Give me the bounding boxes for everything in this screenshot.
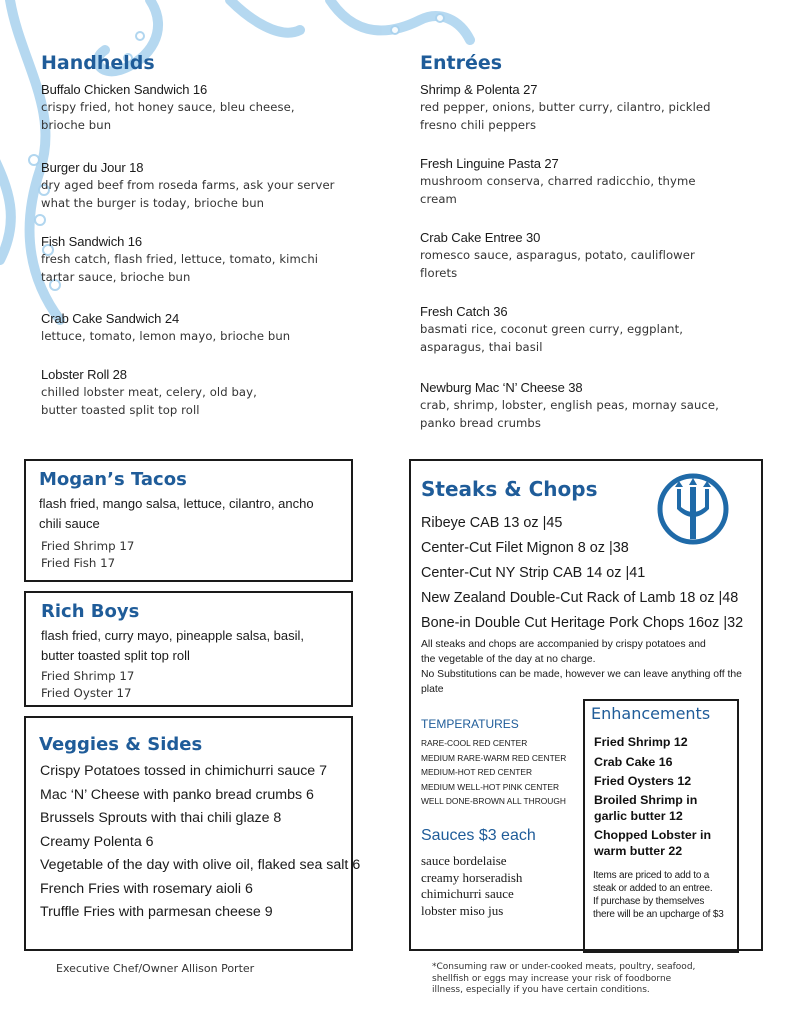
item-desc: tartar sauce, brioche bun	[41, 270, 191, 284]
richboys-desc-line: butter toasted split top roll	[41, 648, 190, 663]
veggies-title: Veggies & Sides	[39, 734, 203, 755]
enhancements-list	[594, 733, 711, 860]
list-item: WELL DONE-BROWN ALL THROUGH	[421, 796, 566, 807]
list-item: Fried Oysters 12	[594, 774, 692, 788]
consumption-warning	[432, 962, 772, 997]
item-name: Burger du Jour 18	[41, 160, 144, 175]
steaks-note-line: No Substitutions can be made, however we can leave anything off the plate	[421, 669, 742, 695]
enhancements-box	[583, 699, 739, 953]
menu-item	[41, 366, 257, 419]
item-desc: butter toasted split top roll	[41, 403, 200, 417]
menu-item	[41, 159, 335, 212]
steaks-box	[409, 459, 763, 951]
steaks-note-line: All steaks and chops are accompanied by crispy potatoes and	[421, 639, 706, 650]
richboys-option: Fried Oyster 17	[41, 686, 132, 700]
menu-item	[420, 81, 711, 134]
enh-note-line: If purchase by themselves	[593, 896, 705, 907]
item-name: Crab Cake Sandwich 24	[41, 311, 180, 326]
item-desc: fresh catch, flash fried, lettuce, tomato, kimchi	[41, 252, 319, 266]
item-desc: crab, shrimp, lobster, english peas, mornay sauce,	[420, 398, 719, 412]
menu-item	[420, 229, 695, 282]
item-name: Fish Sandwich 16	[41, 234, 143, 249]
warning-line: shellfish or eggs may increase your risk of foodborne	[432, 973, 672, 984]
tacos-desc-line: chili sauce	[39, 516, 100, 531]
item-name: Fresh Linguine Pasta 27	[420, 156, 559, 171]
steaks-list	[421, 511, 743, 636]
warning-line: illness, especially if you have certain conditions.	[432, 985, 650, 995]
menu-item	[41, 310, 290, 345]
list-item: lobster miso jus	[421, 902, 504, 918]
veggies-list	[40, 760, 360, 925]
veggies-box	[24, 716, 361, 951]
item-desc: romesco sauce, asparagus, potato, cauliflower	[420, 248, 695, 262]
list-item: New Zealand Double-Cut Rack of Lamb 18 oz |48	[421, 590, 739, 606]
enh-note-line: steak or added to an entree.	[593, 883, 713, 894]
item-desc: lettuce, tomato, lemon mayo, brioche bun	[41, 329, 291, 343]
richboys-desc-line: flash fried, curry mayo, pineapple salsa, basil,	[41, 628, 305, 643]
list-item: MEDIUM WELL-HOT PINK CENTER	[421, 781, 560, 792]
sauces-list	[421, 853, 522, 919]
list-item: Center-Cut NY Strip CAB 14 oz |41	[421, 565, 646, 581]
menu-item	[41, 81, 295, 134]
enh-line: Broiled Shrimp in	[594, 792, 698, 807]
item-desc: basmati rice, coconut green curry, eggplant,	[420, 322, 684, 336]
tacos-option: Fried Shrimp 17	[41, 539, 135, 553]
list-item: Truffle Fries with parmesan cheese 9	[40, 904, 273, 920]
tacos-box	[24, 459, 353, 582]
list-item: Bone-in Double Cut Heritage Pork Chops 16oz |32	[421, 615, 744, 631]
list-item: Crab Cake 16	[594, 754, 673, 769]
handhelds-title: Handhelds	[41, 52, 155, 74]
item-desc: panko bread crumbs	[420, 416, 542, 430]
list-item: Brussels Sprouts with thai chili glaze 8	[40, 810, 282, 826]
menu-item	[420, 303, 683, 356]
tacos-option: Fried Fish 17	[41, 556, 116, 570]
item-desc: what the burger is today, brioche bun	[41, 196, 265, 210]
steaks-note	[421, 637, 761, 697]
enhancements-title: Enhancements	[591, 704, 711, 723]
list-item: Crispy Potatoes tossed in chimichurri sauce 7	[40, 763, 328, 779]
steaks-note-line: the vegetable of the day at no charge.	[421, 654, 596, 665]
item-desc: fresno chili peppers	[420, 118, 537, 132]
item-name: Crab Cake Entree 30	[420, 230, 541, 245]
enh-note-line: Items are priced to add to a	[593, 870, 710, 881]
list-item: sauce bordelaise	[421, 853, 507, 868]
richboys-desc	[41, 626, 304, 666]
sauces-title: Sauces $3 each	[421, 827, 536, 844]
steaks-title: Steaks & Chops	[421, 477, 598, 501]
item-desc: red pepper, onions, butter curry, cilantro, pickled	[420, 100, 711, 114]
tacos-desc-line: flash fried, mango salsa, lettuce, cilantro, ancho	[39, 496, 314, 511]
item-name: Fresh Catch 36	[420, 304, 508, 319]
list-item: Center-Cut Filet Mignon 8 oz |38	[421, 540, 629, 556]
item-desc: crispy fried, hot honey sauce, bleu cheese,	[41, 100, 295, 114]
menu-item	[420, 155, 696, 208]
item-desc: mushroom conserva, charred radicchio, thyme	[420, 174, 696, 188]
richboys-box	[24, 591, 353, 707]
temperatures-title: TEMPERATURES	[421, 717, 519, 731]
list-item: Ribeye CAB 13 oz |45	[421, 515, 563, 531]
chef-credit: Executive Chef/Owner Allison Porter	[56, 962, 255, 975]
list-item: chimichurri sauce	[421, 886, 514, 901]
enh-line: warm butter 22	[594, 843, 683, 858]
item-desc: dry aged beef from roseda farms, ask your server	[41, 178, 335, 192]
menu-item	[420, 379, 719, 432]
tacos-title: Mogan’s Tacos	[39, 469, 187, 490]
list-item	[594, 827, 711, 859]
tacos-options	[41, 538, 134, 572]
list-item: French Fries with rosemary aioli 6	[40, 880, 253, 897]
item-desc: brioche bun	[41, 118, 112, 132]
item-desc: chilled lobster meat, celery, old bay,	[41, 385, 257, 399]
list-item: Creamy Polenta 6	[40, 833, 154, 850]
enh-line: garlic butter 12	[594, 808, 683, 823]
list-item: Mac ‘N’ Cheese with panko bread crumbs 6	[40, 786, 314, 803]
menu-item	[41, 233, 318, 286]
item-name: Shrimp & Polenta 27	[420, 82, 538, 97]
warning-line: *Consuming raw or under-cooked meats, poultry, seafood,	[432, 962, 696, 972]
list-item: creamy horseradish	[421, 869, 523, 885]
item-desc: florets	[420, 266, 458, 280]
richboys-option: Fried Shrimp 17	[41, 669, 135, 683]
item-desc: asparagus, thai basil	[420, 340, 543, 354]
temperatures-list	[421, 736, 566, 809]
item-name: Lobster Roll 28	[41, 367, 127, 382]
list-item: RARE-COOL RED CENTER	[421, 738, 528, 748]
list-item: Vegetable of the day with olive oil, flaked sea salt 6	[40, 857, 361, 873]
enh-line: Chopped Lobster in	[594, 827, 712, 842]
list-item	[594, 792, 711, 824]
list-item: MEDIUM-HOT RED CENTER	[421, 767, 533, 778]
item-desc: cream	[420, 192, 457, 206]
item-name: Newburg Mac ‘N’ Cheese 38	[420, 380, 583, 395]
item-name: Buffalo Chicken Sandwich 16	[41, 82, 208, 97]
richboys-options	[41, 668, 134, 702]
list-item: Fried Shrimp 12	[594, 735, 688, 749]
tacos-desc	[39, 494, 314, 534]
enh-note-line: there will be an upcharge of $3	[593, 909, 724, 920]
list-item: MEDIUM RARE-WARM RED CENTER	[421, 752, 567, 763]
richboys-title: Rich Boys	[41, 601, 140, 622]
entrees-title: Entrées	[420, 52, 503, 74]
enhancements-note	[593, 869, 724, 921]
